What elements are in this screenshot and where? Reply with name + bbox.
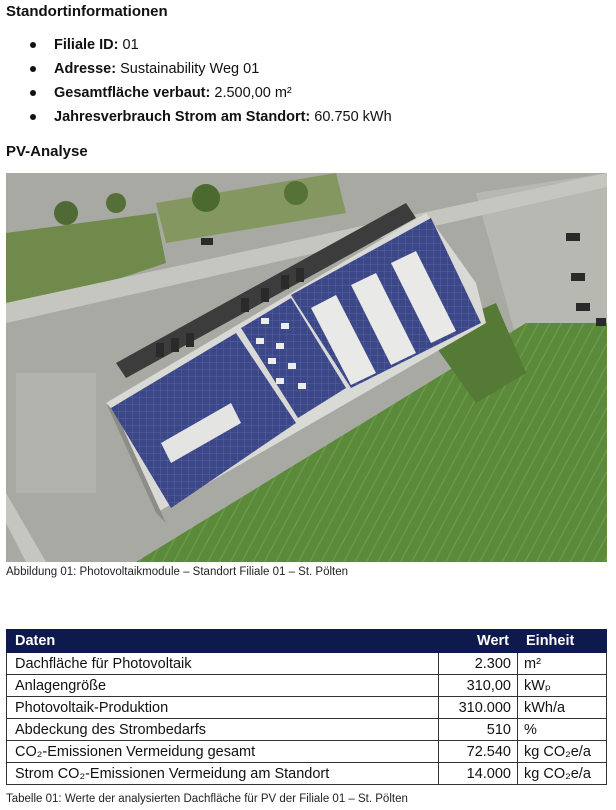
row-label: Photovoltaik-Produktion bbox=[7, 697, 439, 719]
row-value: 14.000 bbox=[439, 763, 518, 785]
header-value: Wert bbox=[439, 630, 518, 653]
row-unit: kWh/a bbox=[518, 697, 607, 719]
row-value: 310,00 bbox=[439, 675, 518, 697]
aerial-photo-pv-modules bbox=[6, 173, 607, 562]
row-unit: kg CO₂e/a bbox=[518, 763, 607, 785]
pv-analysis-heading: PV-Analyse bbox=[6, 143, 88, 160]
site-info-heading: Standortinformationen bbox=[6, 3, 168, 20]
table-caption: Tabelle 01: Werte der analysierten Dachfläche für PV der Filiale 01 – St. Pölten bbox=[6, 793, 408, 805]
row-label: Abdeckung des Strombedarfs bbox=[7, 719, 439, 741]
table-row bbox=[7, 675, 607, 697]
row-unit: % bbox=[518, 719, 607, 741]
table-header-row bbox=[7, 630, 607, 653]
table-row bbox=[7, 653, 607, 675]
pv-data-table bbox=[6, 629, 607, 785]
header-unit: Einheit bbox=[518, 630, 607, 653]
row-label: CO₂-Emissionen Vermeidung gesamt bbox=[7, 741, 439, 763]
row-value: 310.000 bbox=[439, 697, 518, 719]
row-value: 510 bbox=[439, 719, 518, 741]
header-data: Daten bbox=[7, 630, 439, 653]
row-value: 2.300 bbox=[439, 653, 518, 675]
figure-caption: Abbildung 01: Photovoltaikmodule – Standort Filiale 01 – St. Pölten bbox=[6, 566, 349, 578]
table-row bbox=[7, 719, 607, 741]
table-row bbox=[7, 741, 607, 763]
table-row bbox=[7, 697, 607, 719]
info-item-branch-id: Filiale ID: 01 bbox=[28, 35, 392, 59]
row-unit: kWₚ bbox=[518, 675, 607, 697]
row-label: Anlagengröße bbox=[7, 675, 439, 697]
table-row bbox=[7, 763, 607, 785]
row-value: 72.540 bbox=[439, 741, 518, 763]
info-item-annual-consumption: Jahresverbrauch Strom am Standort: 60.750 kWh bbox=[28, 107, 392, 131]
info-item-address: Adresse: Sustainability Weg 01 bbox=[28, 59, 392, 83]
row-unit: m² bbox=[518, 653, 607, 675]
row-label: Strom CO₂-Emissionen Vermeidung am Standort bbox=[7, 763, 439, 785]
row-label: Dachfläche für Photovoltaik bbox=[7, 653, 439, 675]
info-item-total-area: Gesamtfläche verbaut: 2.500,00 m² bbox=[28, 83, 392, 107]
site-info-list bbox=[28, 35, 392, 131]
row-unit: kg CO₂e/a bbox=[518, 741, 607, 763]
